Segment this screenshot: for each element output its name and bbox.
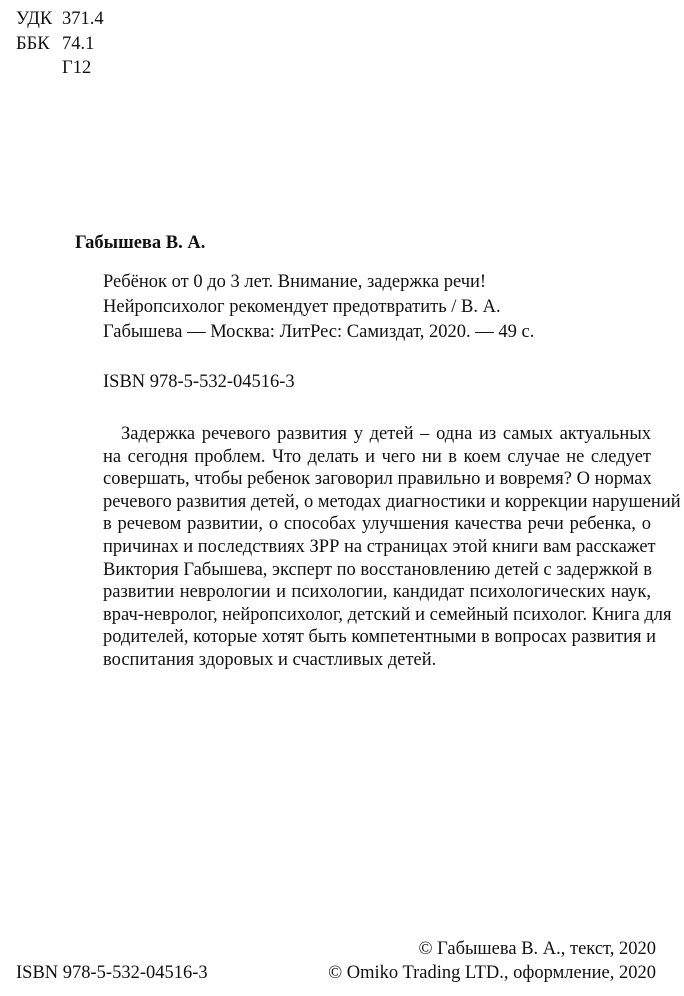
bib-line-imprint: Габышева — Москва: ЛитРес: Самиздат, 2020. — 49 с.: [103, 322, 535, 342]
author-heading: Габышева В. А.: [75, 233, 206, 253]
bbk-code: 74.1: [62, 34, 95, 54]
udc-label: УДК: [16, 9, 53, 29]
abstract-line: в речевом развитии, о способах улучшения качества речи ребенка, о: [103, 514, 651, 535]
author-mark: Г12: [62, 58, 92, 78]
footer-isbn: ISBN 978-5-532-04516-3: [16, 963, 208, 983]
bbk-row: [16, 32, 94, 56]
abstract-line: речевого развития детей, о методах диагностики и коррекции нарушений: [103, 491, 681, 512]
udc-row: [16, 7, 104, 31]
abstract-line: Виктория Габышева, эксперт по восстановлению детей с задержкой в: [103, 559, 652, 580]
abstract-line: совершать, чтобы ребенок заговорил правильно и вовремя? О нормах: [103, 469, 652, 490]
bbk-label: ББК: [16, 34, 50, 54]
abstract-line: воспитания здоровых и счастливых детей.: [103, 649, 437, 670]
udc-code: 371.4: [62, 9, 104, 29]
abstract-line: на сегодня проблем. Что делать и чего ни в коем случае не следует: [103, 446, 651, 467]
abstract-line: причинах и последствиях ЗРР на страницах этой книги вам расскажет: [103, 536, 656, 557]
abstract: [103, 423, 681, 672]
copyright-text: © Габышева В. А., текст, 2020: [418, 939, 656, 959]
bib-line-subtitle: Нейропсихолог рекомендует предотвратить / В. А.: [103, 297, 501, 317]
abstract-line: врач-невролог, нейропсихолог, детский и семейный психолог. Книга для: [103, 604, 672, 625]
abstract-line: родителей, которые хотят быть компетентными в вопросах развития и: [103, 627, 657, 648]
abstract-line: Задержка речевого развития у детей – одна из самых актуальных: [121, 424, 651, 444]
bib-line-title: Ребёнок от 0 до 3 лет. Внимание, задержка речи!: [103, 272, 487, 292]
abstract-line: развитии неврологии и психологии, кандидат психологических наук,: [103, 582, 651, 603]
copyright-design: © Omiko Trading LTD., оформление, 2020: [328, 963, 656, 983]
isbn-main: ISBN 978-5-532-04516-3: [103, 372, 295, 392]
